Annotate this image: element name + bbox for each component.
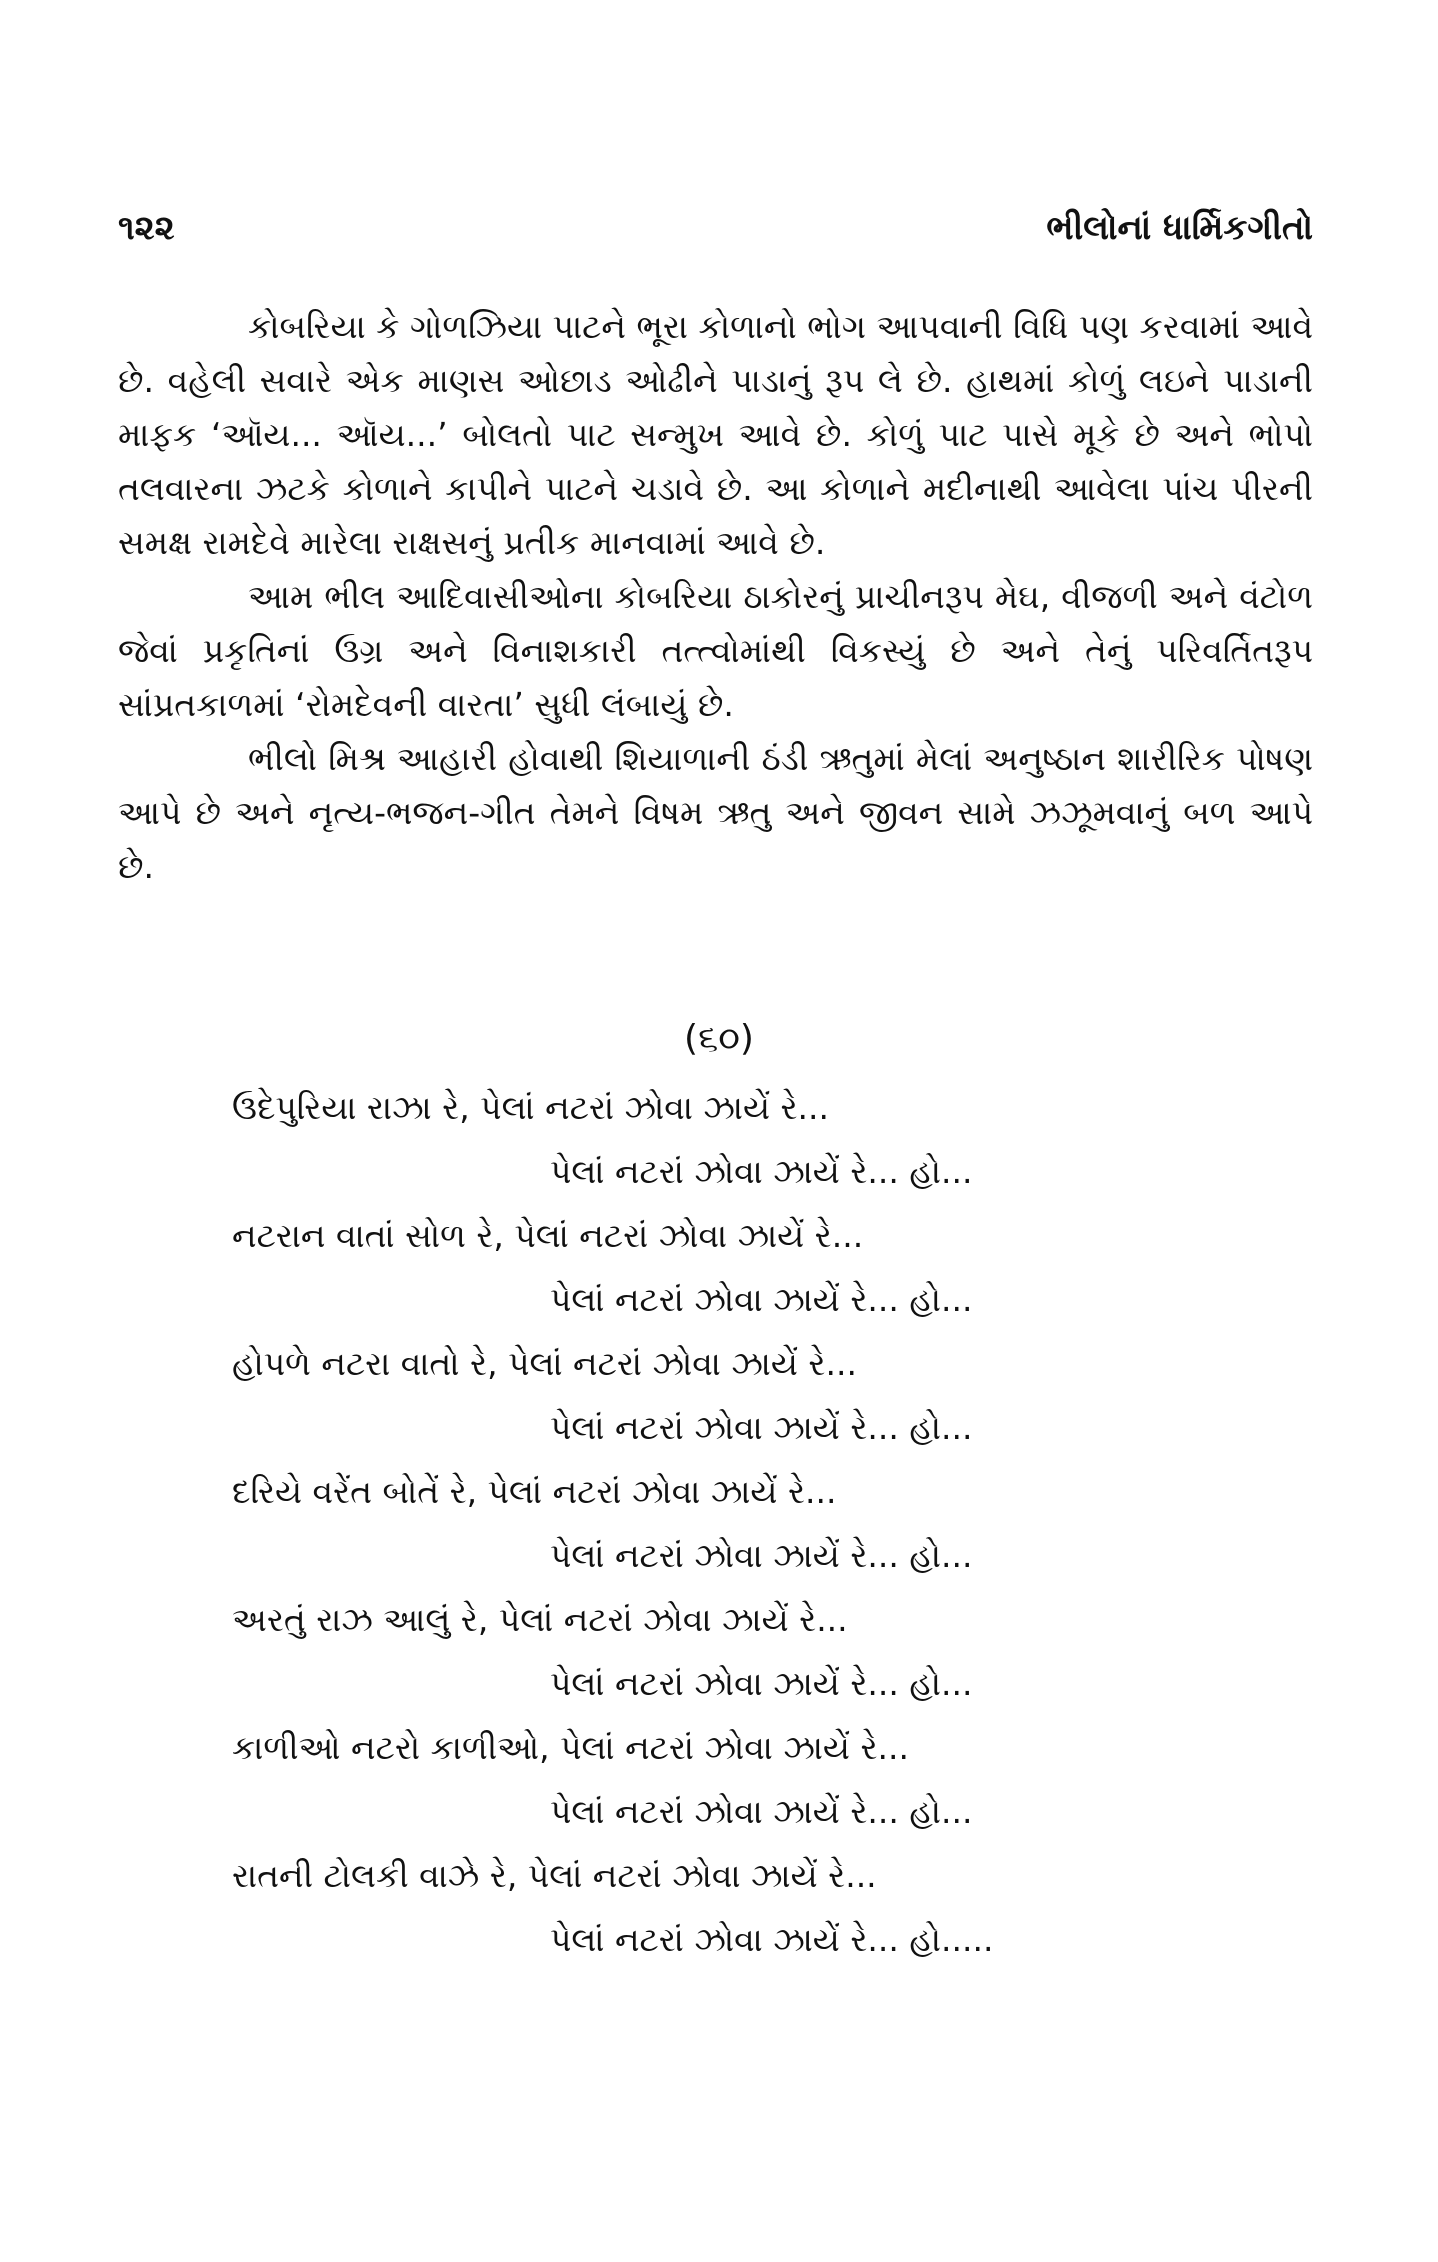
verse-line: ઉદેપુરિયા રાઝા રે, પેલાં નટરાં ઝોવા ઝાયેં રે... — [232, 1088, 830, 1127]
verse-refrain: પેલાં નટરાં ઝોવા ઝાયેં રે... હો... — [550, 1536, 973, 1575]
verse-line: કાળીઓ નટરો કાળીઓ, પેલાં નટરાં ઝોવા ઝાયેં રે... — [232, 1728, 909, 1767]
prose-section — [118, 300, 1313, 894]
verse — [0, 1344, 1438, 1472]
song-verses — [0, 1088, 1438, 1984]
verse — [0, 1728, 1438, 1856]
paragraph: આમ ભીલ આદિવાસીઓના કોબરિયા ઠાકોરનું પ્રાચીનરૂપ મેઘ, વીજળી અને વંટોળ જેવાં પ્રકૃતિનાં ઉગ્ર અને વિનાશકારી તત્ત્વોમાંથી વિકસ્યું છે અને તેનું પરિવર્તિતરૂપ સાંપ્રતકાળમાં ‘રોમદેવની વારતા’ સુધી લંબાયું છે. — [118, 577, 1313, 724]
verse-refrain: પેલાં નટરાં ઝોવા ઝાયેં રે... હો... — [550, 1152, 973, 1191]
verse-line: રાતની ટોલકી વાઝે રે, પેલાં નટરાં ઝોવા ઝાયેં રે... — [232, 1856, 877, 1895]
page-number: ૧૨૨ — [118, 208, 175, 248]
verse-refrain: પેલાં નટરાં ઝોવા ઝાયેં રે... હો..... — [550, 1920, 994, 1959]
verse-line: દરિયે વરેંત બોતેં રે, પેલાં નટરાં ઝોવા ઝાયેં રે... — [232, 1472, 837, 1511]
verse-refrain: પેલાં નટરાં ઝોવા ઝાયેં રે... હો... — [550, 1408, 973, 1447]
paragraph: ભીલો મિશ્ર આહારી હોવાથી શિયાળાની ઠંડી ઋતુમાં મેલાં અનુષ્ઠાન શારીરિક પોષણ આપે છે અને નૃત્ય-ભજન-ગીત તેમને વિષમ ઋતુ અને જીવન સામે ઝઝૂમવાનું બળ આપે છે. — [118, 739, 1313, 886]
verse — [0, 1856, 1438, 1984]
song-number: (૬૦) — [684, 1018, 754, 1059]
verse — [0, 1216, 1438, 1344]
verse-refrain: પેલાં નટરાં ઝોવા ઝાયેં રે... હો... — [550, 1280, 973, 1319]
verse — [0, 1472, 1438, 1600]
verse — [0, 1600, 1438, 1728]
verse-line: અરતું રાઝ આલું રે, પેલાં નટરાં ઝોવા ઝાયેં રે... — [232, 1600, 848, 1639]
verse-refrain: પેલાં નટરાં ઝોવા ઝાયેં રે... હો... — [550, 1792, 973, 1831]
verse — [0, 1088, 1438, 1216]
verse-refrain: પેલાં નટરાં ઝોવા ઝાયેં રે... હો... — [550, 1664, 973, 1703]
paragraph: કોબરિયા કે ગોળઝિયા પાટને ભૂરા કોળાનો ભોગ આપવાની વિધિ પણ કરવામાં આવે છે. વહેલી સવારે એક માણસ ઓછાડ ઓઢીને પાડાનું રૂપ લે છે. હાથમાં કોળું લઇને પાડાની માફક ‘ઑય... ઑય...’ બોલતો પાટ સન્મુખ આવે છે. કોળું પાટ પાસે મૂકે છે અને ભોપો તલવારના ઝટકે કોળાને કાપીને પાટને ચડાવે છે. આ કોળાને મદીનાથી આવેલા પાંચ પીરની સમક્ષ રામદેવે મારેલા રાક્ષસનું પ્રતીક માનવામાં આવે છે. — [118, 307, 1313, 562]
page-header — [118, 208, 1313, 258]
running-head: ભીલોનાં ધાર્મિકગીતો — [1046, 208, 1313, 248]
verse-line: નટરાન વાતાં સોળ રે, પેલાં નટરાં ઝોવા ઝાયેં રે... — [232, 1216, 864, 1255]
verse-line: હોપળે નટરા વાતો રે, પેલાં નટરાં ઝોવા ઝાયેં રે... — [232, 1344, 857, 1383]
